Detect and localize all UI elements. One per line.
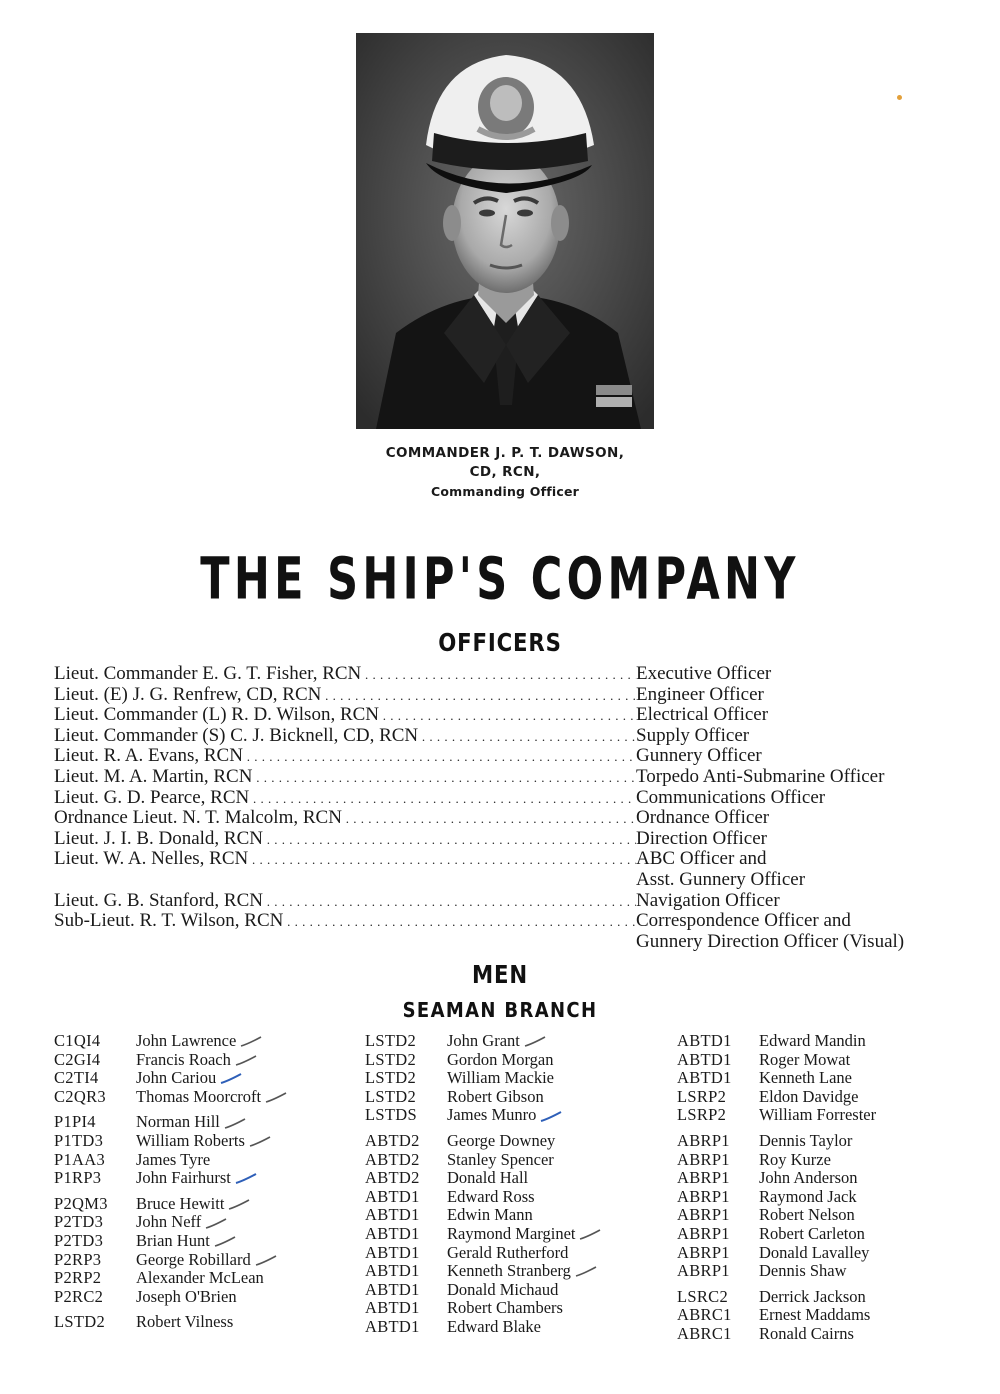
pencil-tick-mark bbox=[249, 1136, 271, 1148]
pencil-tick-mark bbox=[575, 1266, 597, 1278]
crew-name: John Neff bbox=[136, 1212, 227, 1231]
officer-duty-continued: Asst. Gunnery Officer bbox=[636, 869, 806, 890]
crew-name: Robert Vilness bbox=[136, 1312, 234, 1332]
officer-name: Sub-Lieut. R. T. Wilson, RCN . . . bbox=[54, 910, 636, 932]
crew-rate: C1QI4 bbox=[54, 1031, 101, 1050]
officer-name: Lieut. R. A. Evans, RCN . . . bbox=[54, 745, 636, 767]
crew-name: Ronald Cairns bbox=[759, 1324, 854, 1343]
officer-name: Lieut. M. A. Martin, RCN . . . bbox=[54, 766, 636, 788]
pencil-tick-mark bbox=[240, 1036, 262, 1048]
crew-name: Edward Ross bbox=[447, 1186, 535, 1206]
crew-rate: P1PI4 bbox=[54, 1112, 96, 1132]
officer-name: Lieut. G. B. Stanford, RCN . . . bbox=[54, 890, 636, 912]
crew-rate: ABTD2 bbox=[365, 1149, 420, 1169]
crew-rate: ABTD2 bbox=[365, 1168, 420, 1188]
officer-duty: Ordnance Officer bbox=[636, 807, 770, 829]
crew-name: Eldon Davidge bbox=[759, 1086, 859, 1106]
officer-duty: Electrical Officer bbox=[636, 704, 769, 726]
crew-rate: ABTD1 bbox=[365, 1242, 420, 1262]
crew-rate: ABRC1 bbox=[677, 1324, 732, 1343]
crew-rate: ABRP1 bbox=[677, 1168, 730, 1188]
crew-name: Gerald Rutherford bbox=[447, 1242, 569, 1262]
crew-name: Thomas Moorcroft bbox=[136, 1087, 287, 1106]
crew-rate: P2RP3 bbox=[54, 1249, 102, 1269]
crew-rate: LSTDS bbox=[365, 1105, 417, 1125]
crew-name: James Munro bbox=[447, 1105, 562, 1124]
officer-duty: Navigation Officer bbox=[636, 889, 780, 911]
pencil-tick-mark bbox=[235, 1173, 257, 1185]
crew-name: Roger Mowat bbox=[759, 1049, 851, 1069]
officer-duty: Executive Officer bbox=[636, 663, 772, 684]
officer-duty: Direction Officer bbox=[636, 827, 768, 849]
crew-name: George Robillard bbox=[136, 1250, 277, 1269]
officer-duty: Supply Officer bbox=[636, 724, 750, 746]
crew-rate: P1RP3 bbox=[54, 1168, 102, 1188]
pencil-tick-mark bbox=[540, 1111, 562, 1123]
officer-name: Ordnance Lieut. N. T. Malcolm, RCN . . . bbox=[54, 807, 636, 829]
pencil-tick-mark bbox=[220, 1073, 242, 1085]
crew-name: Donald Hall bbox=[447, 1168, 529, 1188]
crew-rate: P2TD3 bbox=[54, 1231, 104, 1250]
crew-name: George Downey bbox=[447, 1131, 556, 1150]
crew-name: Gordon Morgan bbox=[447, 1049, 554, 1069]
crew-rate: P2QM3 bbox=[54, 1193, 108, 1213]
crew-rate: LSTD2 bbox=[365, 1031, 416, 1050]
page-title: THE SHIP'S COMPANY bbox=[200, 545, 800, 613]
crew-name: John Cariou bbox=[136, 1068, 242, 1087]
crew-rate: ABTD2 bbox=[365, 1131, 420, 1150]
crew-name: John Anderson bbox=[759, 1168, 858, 1188]
officer-name: Lieut. G. D. Pearce, RCN . . . bbox=[54, 787, 636, 809]
pencil-tick-mark bbox=[214, 1236, 236, 1248]
crew-rate: LSTD2 bbox=[54, 1312, 105, 1332]
pencil-tick-mark bbox=[235, 1055, 257, 1067]
officer-name: Lieut. W. A. Nelles, RCN . . . bbox=[54, 848, 636, 870]
officer-duty: Correspondence Officer and bbox=[636, 910, 851, 932]
paper-speck bbox=[897, 95, 902, 100]
caption-honours: CD, RCN, bbox=[469, 464, 541, 480]
crew-rate: P2RP2 bbox=[54, 1268, 102, 1288]
crew-rate: P1AA3 bbox=[54, 1149, 106, 1169]
crew-rate: LSTD2 bbox=[365, 1068, 416, 1088]
crew-name: Robert Chambers bbox=[447, 1298, 563, 1318]
men-heading: MEN bbox=[471, 960, 528, 989]
crew-name: Robert Gibson bbox=[447, 1086, 544, 1106]
crew-name: Edward Blake bbox=[447, 1317, 541, 1336]
officers-heading: OFFICERS bbox=[438, 628, 562, 657]
crew-name: Bruce Hewitt bbox=[136, 1194, 250, 1213]
crew-rate: C2GI4 bbox=[54, 1049, 101, 1069]
crew-rate: ABTD1 bbox=[365, 1205, 420, 1225]
caption-name: COMMANDER J. P. T. DAWSON, bbox=[385, 445, 625, 461]
crew-name: Donald Lavalley bbox=[759, 1242, 870, 1262]
crew-rate: ABTD1 bbox=[365, 1317, 420, 1336]
officer-name: Lieut. Commander E. G. T. Fisher, RCN . . . bbox=[54, 663, 636, 685]
officer-name: Lieut. J. I. B. Donald, RCN . . . bbox=[54, 828, 636, 850]
pencil-tick-mark bbox=[265, 1092, 287, 1104]
crew-name: Ernest Maddams bbox=[759, 1305, 871, 1325]
crew-name: William Roberts bbox=[136, 1131, 271, 1150]
crew-rate: ABTD1 bbox=[365, 1224, 420, 1243]
crew-name: Brian Hunt bbox=[136, 1231, 236, 1250]
crew-name: Kenneth Stranberg bbox=[447, 1261, 597, 1280]
crew-name: Dennis Taylor bbox=[759, 1131, 853, 1150]
crew-rate: ABTD1 bbox=[677, 1031, 732, 1050]
crew-name: William Mackie bbox=[447, 1068, 555, 1088]
crew-rate: LSRP2 bbox=[677, 1105, 727, 1125]
crew-rate: ABRP1 bbox=[677, 1131, 730, 1150]
pencil-tick-mark bbox=[228, 1199, 250, 1211]
crew-name: Raymond Jack bbox=[759, 1186, 857, 1206]
crew-name: John Fairhurst bbox=[136, 1168, 257, 1187]
commander-portrait bbox=[356, 33, 654, 429]
pencil-tick-mark bbox=[255, 1255, 277, 1267]
crew-rate: ABTD1 bbox=[365, 1186, 420, 1206]
crew-rate: C2TI4 bbox=[54, 1068, 99, 1088]
crew-name: Alexander McLean bbox=[136, 1268, 264, 1288]
crew-name: William Forrester bbox=[759, 1105, 877, 1125]
crew-rate: ABRP1 bbox=[677, 1261, 730, 1281]
crew-rate: LSRP2 bbox=[677, 1086, 727, 1106]
crew-name: Robert Nelson bbox=[759, 1205, 855, 1225]
crew-rate: ABTD1 bbox=[677, 1049, 732, 1069]
officer-name: Lieut. Commander (S) C. J. Bicknell, CD, RCN . . . bbox=[54, 725, 636, 747]
officer-duty: Engineer Officer bbox=[636, 683, 764, 705]
crew-name: John Grant bbox=[447, 1031, 546, 1050]
crew-rate: LSRC2 bbox=[677, 1286, 729, 1306]
crew-rate: ABRP1 bbox=[677, 1205, 730, 1225]
officer-duty-continued: Gunnery Direction Officer (Visual) bbox=[636, 930, 905, 952]
crew-rate: ABRC1 bbox=[677, 1305, 732, 1325]
crew-rate: ABRP1 bbox=[677, 1186, 730, 1206]
crew-rate: ABRP1 bbox=[677, 1242, 730, 1262]
crew-name: John Lawrence bbox=[136, 1031, 262, 1050]
crew-rate: P1TD3 bbox=[54, 1131, 104, 1150]
pencil-tick-mark bbox=[224, 1118, 246, 1130]
crew-name: Dennis Shaw bbox=[759, 1261, 847, 1281]
crew-name: Robert Carleton bbox=[759, 1224, 865, 1243]
branch-heading: SEAMAN BRANCH bbox=[402, 998, 598, 1022]
officer-duty: ABC Officer and bbox=[636, 848, 767, 870]
crew-name: Joseph O'Brien bbox=[136, 1286, 237, 1306]
crew-name: Roy Kurze bbox=[759, 1149, 831, 1169]
officer-duty: Torpedo Anti-Submarine Officer bbox=[636, 766, 885, 787]
crew-name: Norman Hill bbox=[136, 1112, 246, 1131]
crew-name: Raymond Marginet bbox=[447, 1224, 601, 1243]
crew-rate: ABTD1 bbox=[365, 1279, 420, 1299]
pencil-tick-mark bbox=[524, 1036, 546, 1048]
officer-duty: Communications Officer bbox=[636, 786, 826, 808]
crew-rate: C2QR3 bbox=[54, 1086, 106, 1106]
crew-rate: ABRP1 bbox=[677, 1224, 730, 1243]
portrait-caption bbox=[300, 444, 710, 501]
crew-name: Edwin Mann bbox=[447, 1205, 533, 1225]
officer-name: Lieut. Commander (L) R. D. Wilson, RCN . . . bbox=[54, 704, 636, 726]
crew-rate: LSTD2 bbox=[365, 1086, 416, 1106]
crew-rate: ABTD1 bbox=[365, 1298, 420, 1318]
crew-name: Stanley Spencer bbox=[447, 1149, 554, 1169]
crew-name: James Tyre bbox=[136, 1149, 211, 1169]
officer-duty: Gunnery Officer bbox=[636, 745, 762, 767]
crew-rate: P2TD3 bbox=[54, 1212, 104, 1232]
pencil-tick-mark bbox=[579, 1229, 601, 1241]
crew-name: Francis Roach bbox=[136, 1050, 257, 1069]
crew-rate: ABRP1 bbox=[677, 1149, 730, 1169]
crew-name: Derrick Jackson bbox=[759, 1286, 866, 1306]
crew-rate: ABTD1 bbox=[365, 1261, 420, 1281]
crew-name: Kenneth Lane bbox=[759, 1068, 852, 1088]
officer-name: Lieut. (E) J. G. Renfrew, CD, RCN . . . bbox=[54, 684, 636, 706]
crew-rate: P2RC2 bbox=[54, 1286, 104, 1306]
caption-role: Commanding Officer bbox=[430, 484, 579, 499]
crew-name: Edward Mandin bbox=[759, 1031, 866, 1050]
pencil-tick-mark bbox=[205, 1218, 227, 1230]
crew-name: Donald Michaud bbox=[447, 1279, 559, 1299]
crew-rate: ABTD1 bbox=[677, 1068, 732, 1088]
crew-rate: LSTD2 bbox=[365, 1049, 416, 1069]
